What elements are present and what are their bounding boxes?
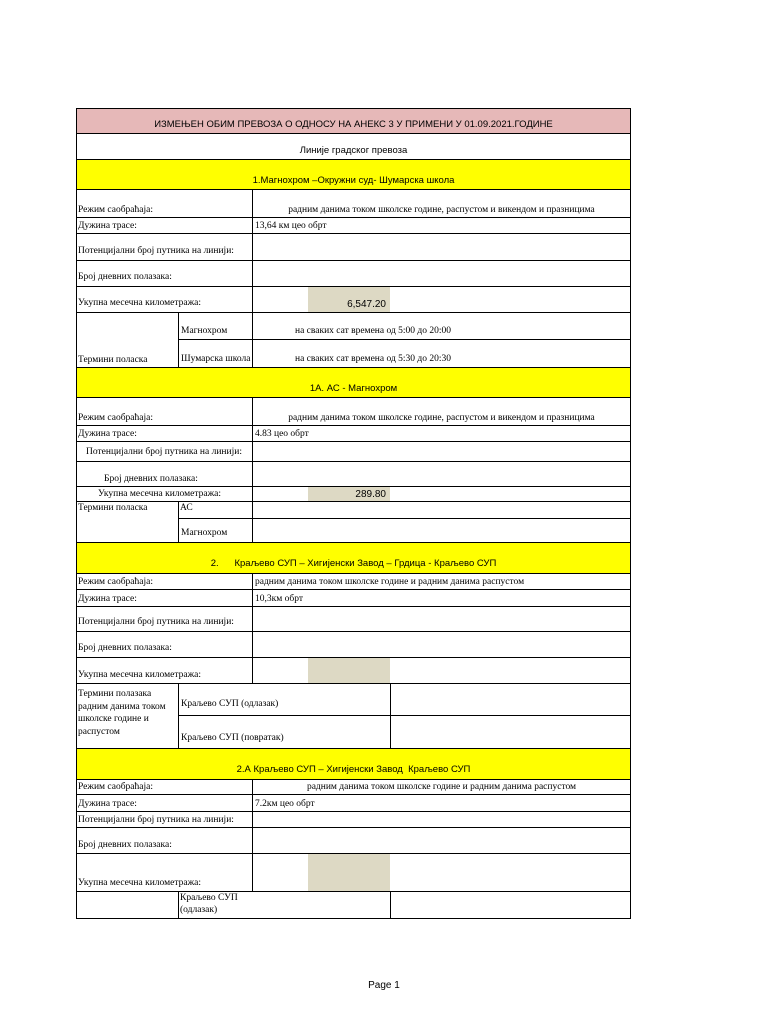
section-2-length-label: Дужина трасе: bbox=[78, 594, 137, 604]
section-2-schedule-1 bbox=[391, 683, 630, 715]
section-1-length-label: Дужина трасе: bbox=[78, 221, 137, 231]
section-2-schedule-2 bbox=[391, 715, 630, 748]
section-1-length-value: 13,64 км цео обрт bbox=[255, 221, 327, 231]
section-2a-length-value: 7.2км цео обрт bbox=[255, 799, 315, 809]
section-2-times-label: Термини полазака радним данима током школске године и распустом bbox=[78, 689, 166, 737]
section-2a-schedule-1 bbox=[391, 891, 630, 918]
section-1-regime-label: Режим саобраћаја: bbox=[78, 205, 153, 215]
section-1-heading: 1.Магнохром –Окружни суд- Шумарска школа bbox=[252, 175, 455, 186]
section-1-regime-value: радним данима током школске године, распустом и викендом и празницима bbox=[288, 205, 595, 215]
section-1-station-2: Шумарска школа bbox=[181, 354, 251, 364]
section-2-km-value bbox=[308, 657, 390, 683]
section-1a-km-value: 289.80 bbox=[355, 489, 386, 500]
section-1a-station-2: Магнохром bbox=[181, 528, 228, 538]
section-1-km-label: Укупна месечна километража: bbox=[78, 298, 202, 308]
section-2a-km-label: Укупна месечна километража: bbox=[78, 878, 202, 888]
section-2-regime-label: Режим саобраћаја: bbox=[78, 577, 153, 587]
section-1a-km-label: Укупна месечна километража: bbox=[98, 489, 222, 499]
section-2a-km-value bbox=[308, 853, 390, 891]
section-2a-length-label: Дужина трасе: bbox=[78, 799, 137, 809]
section-2-passengers-label: Потенцијални број путника на линији: bbox=[78, 617, 234, 627]
section-1-km-value: 6,547.20 bbox=[347, 299, 386, 310]
section-1a-heading: 1А. АС - Магнохром bbox=[309, 383, 398, 394]
section-1-schedule-1: на сваких сат времена од 5:00 до 20:00 bbox=[294, 326, 452, 336]
section-2a-passengers-label: Потенцијални број путника на линији: bbox=[78, 815, 234, 825]
section-1a-times-label: Термини поласка bbox=[78, 503, 148, 513]
section-1a-regime-label: Режим саобраћаја: bbox=[78, 413, 153, 423]
section-2-regime-value: радним данима током школске године и радним данима распустом bbox=[255, 577, 525, 587]
section-1-departures-label: Број дневних полазака: bbox=[78, 272, 172, 282]
section-1a-schedule-1 bbox=[253, 503, 630, 517]
document-title: ИЗМЕЊЕН ОБИМ ПРЕВОЗА О ОДНОСУ НА АНЕКС 3 У ПРИМЕНИ У 01.09.2021.ГОДИНЕ bbox=[154, 119, 553, 130]
section-1-passengers-label: Потенцијални број путника на линији: bbox=[78, 246, 234, 256]
section-1a-passengers-label: Потенцијални број путника на линији: bbox=[86, 447, 242, 457]
section-2-station-1: Краљево СУП (одлазак) bbox=[181, 699, 279, 709]
section-2-station-2: Краљево СУП (повратак) bbox=[181, 733, 284, 743]
section-1a-length-value: 4.83 цео обрт bbox=[255, 429, 309, 439]
section-1a-departures-label: Број дневних полазака: bbox=[104, 474, 198, 484]
section-2-km-label: Укупна месечна километража: bbox=[78, 670, 202, 680]
section-1a-regime-value: радним данима током школске године, распустом и викендом и празницима bbox=[288, 413, 595, 423]
section-1-schedule-2: на сваких сат времена од 5:30 до 20:30 bbox=[294, 354, 452, 364]
section-2a-heading: 2.А Краљево СУП – Хигијенски Завод Краљево СУП bbox=[236, 764, 471, 775]
section-2-length-value: 10,3км обрт bbox=[255, 594, 303, 604]
section-2a-regime-label: Режим саобраћаја: bbox=[78, 782, 153, 792]
section-1a-schedule-2 bbox=[253, 518, 630, 542]
section-2a-regime-value: радним данима током школске године и радним данима распустом bbox=[306, 782, 577, 792]
section-1a-length-label: Дужина трасе: bbox=[78, 429, 137, 439]
page-number: Page 1 bbox=[368, 980, 400, 991]
section-2-departures-label: Број дневних полазака: bbox=[78, 643, 172, 653]
section-2a-departures-label: Број дневних полазака: bbox=[78, 840, 172, 850]
section-2-heading: 2. Краљево СУП – Хигијенски Завод – Грдица - Краљево СУП bbox=[210, 558, 497, 569]
document-subtitle: Линије градског превоза bbox=[299, 144, 408, 156]
section-1a-station-1: АС bbox=[180, 503, 193, 513]
section-1-times-label: Термини поласка bbox=[78, 355, 148, 365]
section-2a-station-1: Краљево СУП (одлазак) bbox=[180, 893, 238, 915]
section-1-station-1: Магнохром bbox=[181, 326, 228, 336]
